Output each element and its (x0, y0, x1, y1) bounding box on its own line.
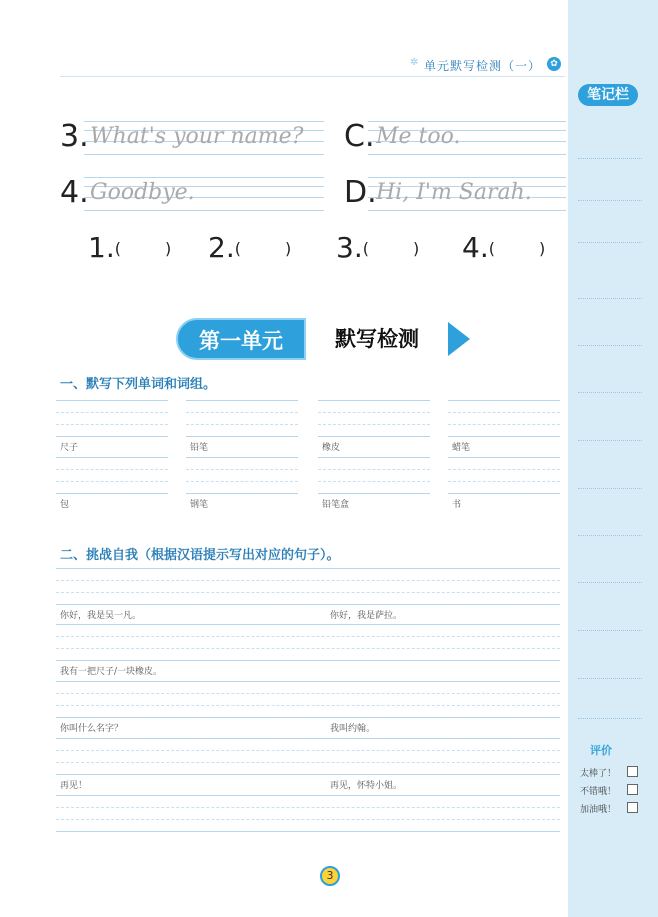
notes-line (578, 440, 642, 441)
writing-line (448, 481, 560, 482)
page-header-title: 单元默写检测（一） (424, 59, 542, 73)
answer-blank[interactable]: 3.( ) (336, 231, 420, 264)
notes-line (578, 158, 642, 159)
word-hint: 包 (60, 500, 70, 510)
writing-line (56, 493, 168, 494)
header-divider (60, 76, 565, 77)
writing-line (448, 457, 560, 458)
section-heading: 二、挑战自我（根据汉语提示写出对应的句子）。 (60, 548, 340, 563)
sentence-line (56, 705, 560, 706)
sentence-line (56, 795, 560, 796)
sentence-line (56, 762, 560, 763)
writing-line (448, 424, 560, 425)
sentence-line (56, 568, 560, 569)
option-sentence: Me too. (376, 124, 461, 149)
writing-line (318, 400, 430, 401)
section-heading: 一、默写下列单词和词组。 (60, 377, 217, 392)
writing-line (186, 469, 298, 470)
word-hint: 铅笔 (190, 443, 209, 453)
writing-line (448, 412, 560, 413)
notes-line (578, 582, 642, 583)
writing-line (318, 469, 430, 470)
writing-line (186, 493, 298, 494)
item-sentence: Goodbye. (90, 180, 195, 205)
banner-test-label: 默写检测 (306, 322, 448, 356)
writing-line (56, 424, 168, 425)
writing-line (56, 481, 168, 482)
rating-option-label: 加油哦！ (580, 805, 617, 815)
writing-line (186, 457, 298, 458)
rating-title: 评价 (590, 744, 612, 757)
rating-checkbox[interactable] (627, 766, 638, 777)
writing-line (186, 400, 298, 401)
rating-option-label: 不错哦！ (580, 787, 617, 797)
writing-line (448, 469, 560, 470)
sentence-line (56, 624, 560, 625)
writing-line (186, 481, 298, 482)
writing-line (448, 493, 560, 494)
sentence-hint: 你好，我是吴一凡。 (60, 611, 142, 621)
page-number: 3 (320, 866, 340, 886)
notes-line (578, 718, 642, 719)
word-hint: 钢笔 (190, 500, 209, 510)
writing-line (56, 457, 168, 458)
sentence-line (56, 831, 560, 832)
sentence-hint: 你好，我是萨拉。 (330, 611, 403, 621)
writing-line (56, 469, 168, 470)
banner-unit-label: 第一单元 (176, 318, 306, 360)
writing-line (186, 436, 298, 437)
answer-blank[interactable]: 1.( ) (88, 231, 172, 264)
notes-line (578, 298, 642, 299)
notes-line (578, 630, 642, 631)
sentence-line (56, 807, 560, 808)
rating-option[interactable] (580, 784, 638, 796)
rating-option[interactable] (580, 766, 638, 778)
rating-option-label: 太棒了！ (580, 769, 617, 779)
sentence-hint: 我叫约翰。 (330, 724, 376, 734)
answer-blank[interactable]: 4.( ) (462, 231, 546, 264)
word-hint: 铅笔盒 (322, 500, 350, 510)
sentence-line (56, 774, 560, 775)
word-hint: 蜡笔 (452, 443, 471, 453)
word-hint: 橡皮 (322, 443, 341, 453)
flower-icon: ✿ (547, 57, 561, 71)
writing-line (56, 436, 168, 437)
item-number: 4. (60, 175, 89, 210)
sentence-hint: 再见！ (60, 781, 88, 791)
sentence-hint: 再见，怀特小姐。 (330, 781, 403, 791)
sentence-line (56, 604, 560, 605)
rating-checkbox[interactable] (627, 802, 638, 813)
option-letter: C. (344, 119, 375, 154)
notes-line (578, 200, 642, 201)
sentence-line (56, 738, 560, 739)
sentence-line (56, 693, 560, 694)
sentence-hint: 我有一把尺子/一块橡皮。 (60, 667, 163, 677)
writing-line (318, 436, 430, 437)
notes-line (578, 488, 642, 489)
option-letter: D. (344, 175, 377, 210)
sentence-line (56, 750, 560, 751)
banner-arrow (448, 322, 470, 356)
answer-blank[interactable]: 2.( ) (208, 231, 292, 264)
writing-line (186, 412, 298, 413)
sentence-line (56, 717, 560, 718)
notes-label: 笔记栏 (578, 84, 638, 106)
notes-line (578, 242, 642, 243)
writing-line (318, 493, 430, 494)
writing-line (448, 436, 560, 437)
notes-line (578, 345, 642, 346)
rating-box (578, 742, 640, 820)
star-icon: ✲ (410, 57, 419, 68)
writing-line (318, 424, 430, 425)
item-number: 3. (60, 119, 89, 154)
sentence-line (56, 660, 560, 661)
writing-line (448, 400, 560, 401)
word-hint: 尺子 (60, 443, 79, 453)
item-sentence: What's your name? (90, 124, 304, 149)
word-hint: 书 (452, 500, 462, 510)
option-sentence: Hi, I'm Sarah. (376, 180, 532, 205)
sentence-line (56, 636, 560, 637)
sentence-line (56, 592, 560, 593)
notes-line (578, 678, 642, 679)
rating-option[interactable] (580, 802, 638, 814)
writing-line (318, 457, 430, 458)
writing-line (186, 424, 298, 425)
sentence-line (56, 681, 560, 682)
writing-line (56, 412, 168, 413)
writing-line (318, 481, 430, 482)
notes-line (578, 535, 642, 536)
rating-checkbox[interactable] (627, 784, 638, 795)
section-banner (176, 318, 472, 360)
sentence-line (56, 648, 560, 649)
writing-line (56, 400, 168, 401)
sentence-line (56, 580, 560, 581)
writing-line (318, 412, 430, 413)
sentence-hint: 你叫什么名字？ (60, 724, 124, 734)
notes-line (578, 392, 642, 393)
sentence-line (56, 819, 560, 820)
